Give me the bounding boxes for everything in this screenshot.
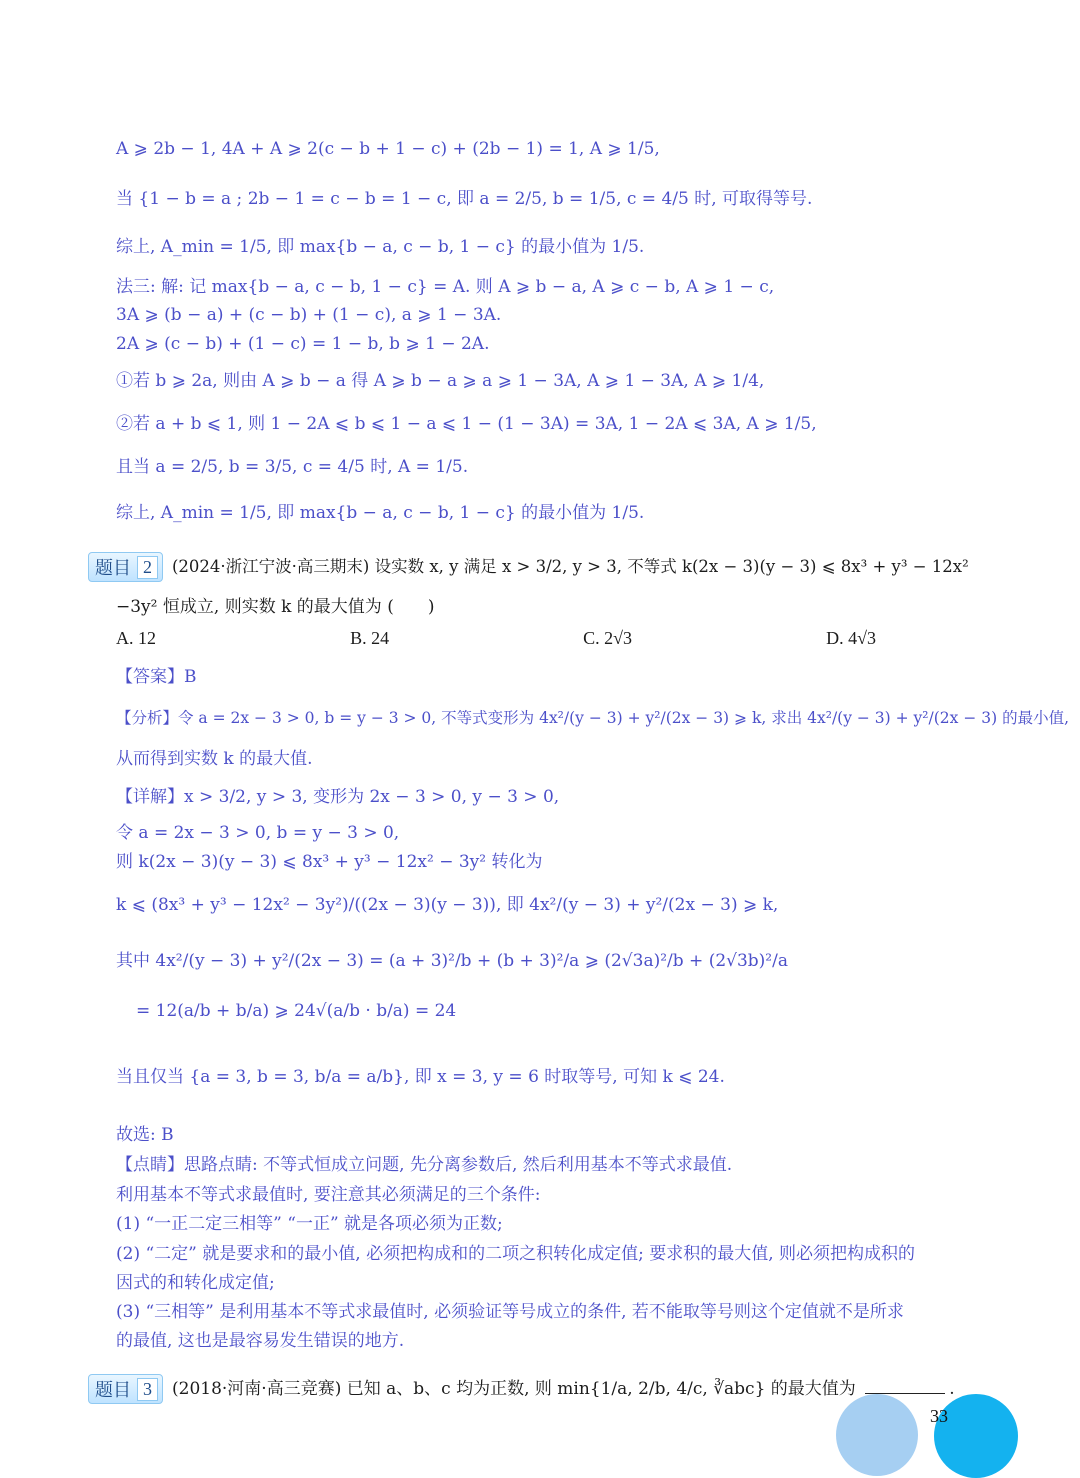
detail-line: 故选: B xyxy=(116,1125,174,1145)
solution-line: ②若 a + b ⩽ 1, 则 1 − 2A ⩽ b ⩽ 1 − a ⩽ 1 − (1 − 3A) = 3A, 1 − 2A ⩽ 3A, A ⩾ 1/5, xyxy=(116,414,817,434)
detail-line: 【详解】x > 3/2, y > 3, 变形为 2x − 3 > 0, y − 3 > 0, xyxy=(116,787,560,807)
problem-tag xyxy=(88,552,163,582)
detail-line: = 12(a/b + b/a) ⩾ 24√(a/b · b/a) = 24 xyxy=(136,1001,457,1021)
comment-line: (2) “二定” 就是要求和的最小值, 必须把构成和的二项之积转化成定值; 要求积的最大值, 则必须把构成积的 xyxy=(116,1244,916,1264)
solution-line: 法三: 解: 记 max{b − a, c − b, 1 − c} = A. 则 A ⩾ b − a, A ⩾ c − b, A ⩾ 1 − c, xyxy=(116,277,775,297)
page-number: 33 xyxy=(930,1406,948,1426)
solution-line: 2A ⩾ (c − b) + (1 − c) = 1 − b, b ⩾ 1 − 2A. xyxy=(116,334,490,354)
problem-tag-label: 题目 xyxy=(95,558,131,579)
solution-line: A ⩾ 2b − 1, 4A + A ⩾ 2(c − b + 1 − c) + (2b − 1) = 1, A ⩾ 1/5, xyxy=(116,139,660,159)
solution-line: 当 {1 − b = a ; 2b − 1 = c − b = 1 − c, 即 a = 2/5, b = 1/5, c = 4/5 时, 可取得等号. xyxy=(116,189,813,209)
choice-d: D. 4√3 xyxy=(826,628,876,648)
solution-line: 综上, A_min = 1/5, 即 max{b − a, c − b, 1 − c} 的最小值为 1/5. xyxy=(116,503,645,523)
analysis-line: 从而得到实数 k 的最大值. xyxy=(116,749,313,769)
page-decoration-circle xyxy=(836,1394,918,1476)
problem-stem-text: (2018·河南·高三竞赛) 已知 a、b、c 均为正数, 则 min{1/a, 2/b, 4/c, ∛abc} 的最大值为 xyxy=(172,1379,856,1399)
comment-line: 因式的和转化成定值; xyxy=(116,1273,275,1293)
comment-line: (3) “三相等” 是利用基本不等式求最值时, 必须验证等号成立的条件, 若不能取等号则这个定值就不是所求 xyxy=(116,1302,904,1322)
solution-line: 且当 a = 2/5, b = 3/5, c = 4/5 时, A = 1/5. xyxy=(116,457,469,477)
end-mark: . xyxy=(949,1379,955,1399)
solution-line: 3A ⩾ (b − a) + (c − b) + (1 − c), a ⩾ 1 − 3A. xyxy=(116,305,502,325)
detail-line: 其中 4x²/(y − 3) + y²/(2x − 3) = (a + 3)²/b + (b + 3)²/a ⩾ (2√3a)²/b + (2√3b)²/a xyxy=(116,951,788,971)
problem-number: 2 xyxy=(137,556,158,579)
problem-tag xyxy=(88,1374,163,1404)
comment-line: 的最值, 这也是最容易发生错误的地方. xyxy=(116,1331,405,1351)
problem-number: 3 xyxy=(137,1378,158,1401)
detail-line: 则 k(2x − 3)(y − 3) ⩽ 8x³ + y³ − 12x² − 3y² 转化为 xyxy=(116,852,543,872)
problem-stem: (2024·浙江宁波·高三期末) 设实数 x, y 满足 x > 3/2, y > 3, 不等式 k(2x − 3)(y − 3) ⩽ 8x³ + y³ − 12x² xyxy=(172,557,969,576)
solution-line: ①若 b ⩾ 2a, 则由 A ⩾ b − a 得 A ⩾ b − a ⩾ a ⩾ 1 − 3A, A ⩾ 1 − 3A, A ⩾ 1/4, xyxy=(116,371,765,391)
comment-line: 【点睛】思路点睛: 不等式恒成立问题, 先分离参数后, 然后利用基本不等式求最值. xyxy=(116,1155,733,1175)
problem-stem-cont: −3y² 恒成立, 则实数 k 的最大值为 ( ) xyxy=(116,597,435,617)
choice-list xyxy=(116,628,876,649)
choice-c: C. 2√3 xyxy=(583,628,633,648)
detail-line: 令 a = 2x − 3 > 0, b = y − 3 > 0, xyxy=(116,823,400,843)
comment-line: 利用基本不等式求最值时, 要注意其必须满足的三个条件: xyxy=(116,1185,541,1205)
analysis-line: 【分析】令 a = 2x − 3 > 0, b = y − 3 > 0, 不等式变形为 4x²/(y − 3) + y²/(2x − 3) ⩾ k, 求出 4x²/(y − 3) + y²/(2x − 3) 的最小值, xyxy=(116,709,1070,727)
choice-a: A. 12 xyxy=(116,628,156,648)
choice-b: B. 24 xyxy=(350,628,390,648)
detail-line: k ⩽ (8x³ + y³ − 12x² − 3y²)/((2x − 3)(y − 3)), 即 4x²/(y − 3) + y²/(2x − 3) ⩾ k, xyxy=(116,895,779,915)
problem-tag-label: 题目 xyxy=(95,1380,131,1401)
answer: 【答案】B xyxy=(116,667,197,687)
solution-line: 综上, A_min = 1/5, 即 max{b − a, c − b, 1 − c} 的最小值为 1/5. xyxy=(116,237,645,257)
comment-line: (1) “一正二定三相等” “一正” 就是各项必须为正数; xyxy=(116,1214,503,1234)
problem-stem xyxy=(172,1378,955,1400)
detail-line: 当且仅当 {a = 3, b = 3, b/a = a/b}, 即 x = 3, y = 6 时取等号, 可知 k ⩽ 24. xyxy=(116,1067,725,1087)
